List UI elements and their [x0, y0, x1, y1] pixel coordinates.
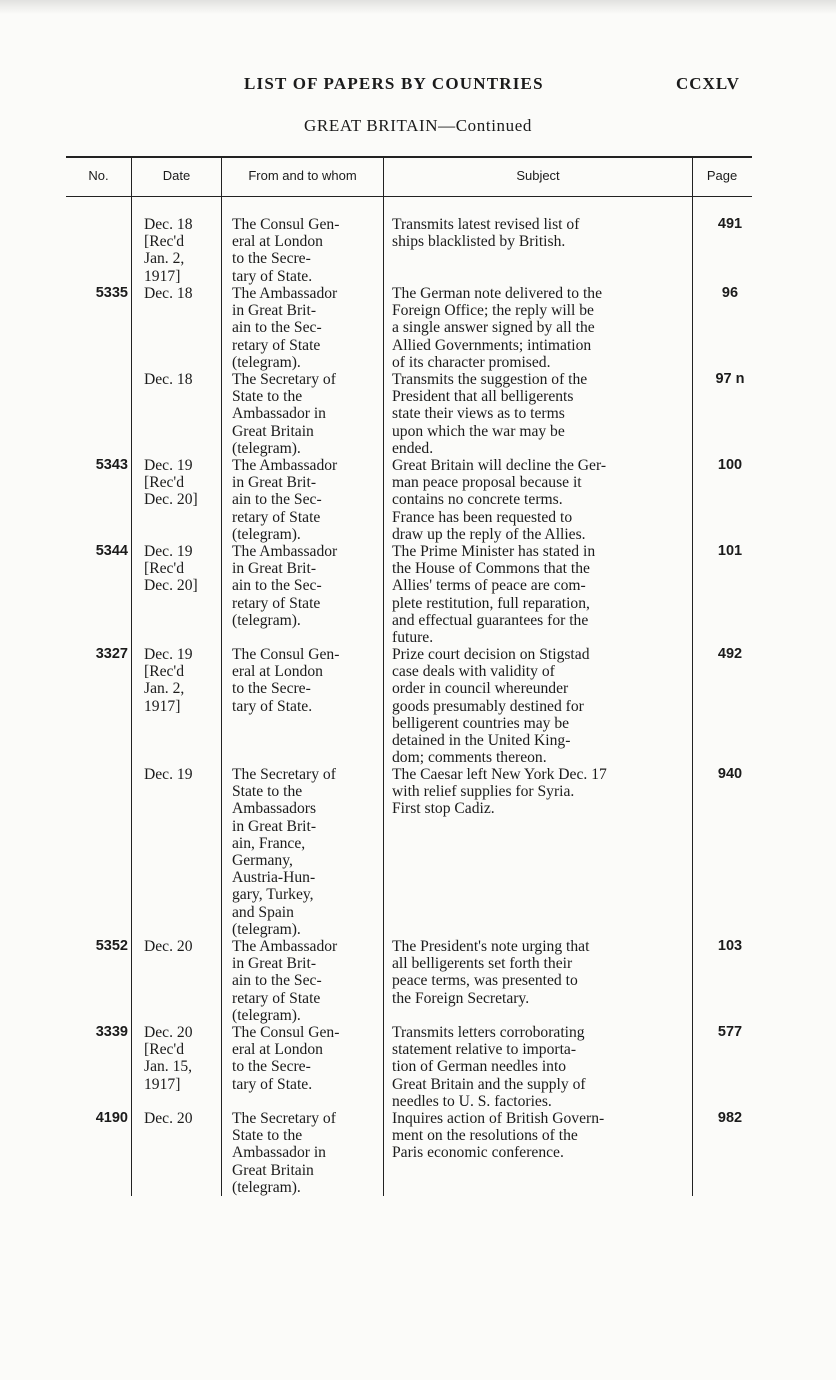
- entry-date: Dec. 18 [Rec'd Jan. 2, 1917]: [144, 216, 193, 285]
- column-header-page: Page: [706, 168, 738, 183]
- entry-from-to: The Secretary of State to the Ambassador in Great Britain (telegram).: [232, 371, 336, 457]
- entry-page: 100: [717, 457, 743, 473]
- entry-date: Dec. 19 [Rec'd Dec. 20]: [144, 543, 198, 595]
- entry-page: 101: [717, 543, 743, 559]
- entry-page: 577: [717, 1024, 743, 1040]
- entry-number: 5352: [95, 938, 128, 954]
- entry-from-to: The Ambassador in Great Brit- ain to the Sec- retary of State (telegram).: [232, 938, 338, 1024]
- entry-subject: The Caesar left New York Dec. 17 with relief supplies for Syria. First stop Cadiz.: [392, 766, 607, 818]
- entry-subject: The Prime Minister has stated in the House of Commons that the Allies' terms of peace are com- plete restitution, full reparation, and effectual guarantees for the future.: [392, 543, 596, 647]
- entry-page: 491: [717, 216, 743, 232]
- entry-from-to: The Ambassador in Great Brit- ain to the Sec- retary of State (telegram).: [232, 543, 338, 629]
- entry-subject: Great Britain will decline the Ger- man peace proposal because it contains no concrete terms. France has been requested to draw up the reply of the Allies.: [392, 457, 607, 543]
- entry-date: Dec. 20 [Rec'd Jan. 15, 1917]: [144, 1024, 193, 1093]
- entry-number: 3327: [95, 646, 128, 662]
- entry-subject: The President's note urging that all belligerents set forth their peace terms, was presented to the Foreign Secretary.: [392, 938, 590, 1007]
- entry-subject: The German note delivered to the Foreign Office; the reply will be a single answer signed by all the Allied Governments; intimation of its character promised.: [392, 285, 602, 371]
- entry-page: 96: [721, 285, 739, 301]
- entry-page: 982: [717, 1110, 743, 1126]
- entry-subject: Transmits latest revised list of ships blacklisted by British.: [392, 216, 580, 251]
- column-divider-1: [131, 156, 132, 1196]
- entry-page: 103: [717, 938, 743, 954]
- column-divider-3: [383, 156, 384, 1196]
- entry-number: 3339: [95, 1024, 128, 1040]
- entry-subject: Transmits letters corroborating statement relative to importa- tion of German needles into Great Britain and the supply of needles to U. S. factories.: [392, 1024, 586, 1110]
- entry-date: Dec. 19 [Rec'd Dec. 20]: [144, 457, 198, 509]
- entry-date: Dec. 19 [Rec'd Jan. 2, 1917]: [144, 646, 193, 715]
- entry-subject: Prize court decision on Stigstad case deals with validity of order in council whereunder goods presumably destined for belligerent countries may be detained in the United King- dom; comments thereon.: [392, 646, 590, 767]
- entry-from-to: The Consul Gen- eral at London to the Secre- tary of State.: [232, 1024, 340, 1093]
- entry-from-to: The Secretary of State to the Ambassador in Great Britain (telegram).: [232, 1110, 336, 1196]
- table-top-rule: [66, 156, 752, 158]
- entry-date: Dec. 18: [144, 371, 193, 388]
- header-bottom-rule: [66, 196, 752, 197]
- entry-date: Dec. 18: [144, 285, 193, 302]
- running-title: LIST OF PAPERS BY COUNTRIES: [244, 74, 544, 93]
- column-header-subject: Subject: [516, 168, 560, 183]
- column-header-date: Date: [162, 168, 191, 183]
- entry-from-to: The Consul Gen- eral at London to the Secre- tary of State.: [232, 216, 340, 285]
- running-head: [0, 74, 836, 98]
- scan-edge-noise: [0, 0, 836, 14]
- entry-subject: Transmits the suggestion of the President that all belligerents state their views as to terms upon which the war may be ended.: [392, 371, 588, 457]
- entry-subject: Inquires action of British Govern- ment on the resolutions of the Paris economic conference.: [392, 1110, 605, 1162]
- entry-date: Dec. 20: [144, 1110, 193, 1127]
- entry-number: 5343: [95, 457, 128, 473]
- entry-from-to: The Ambassador in Great Brit- ain to the Sec- retary of State (telegram).: [232, 457, 338, 543]
- entry-number: 4190: [95, 1110, 128, 1126]
- entry-page: 940: [717, 766, 743, 782]
- entry-from-to: The Secretary of State to the Ambassadors in Great Brit- ain, France, Germany, Austria-Hun- gary, Turkey, and Spain (telegram).: [232, 766, 336, 938]
- entry-from-to: The Consul Gen- eral at London to the Secre- tary of State.: [232, 646, 340, 715]
- entry-page: 492: [717, 646, 743, 662]
- entry-date: Dec. 20: [144, 938, 193, 955]
- section-title: GREAT BRITAIN—Continued: [304, 116, 532, 135]
- column-header-no: No.: [88, 168, 109, 183]
- entry-page: 97 n: [715, 371, 745, 387]
- entry-number: 5335: [95, 285, 128, 301]
- entry-number: 5344: [95, 543, 128, 559]
- column-divider-4: [692, 156, 693, 1196]
- page-number-roman: CCXLV: [676, 74, 740, 93]
- column-header-from-to: From and to whom: [248, 168, 357, 183]
- entry-date: Dec. 19: [144, 766, 193, 783]
- entry-from-to: The Ambassador in Great Brit- ain to the Sec- retary of State (telegram).: [232, 285, 338, 371]
